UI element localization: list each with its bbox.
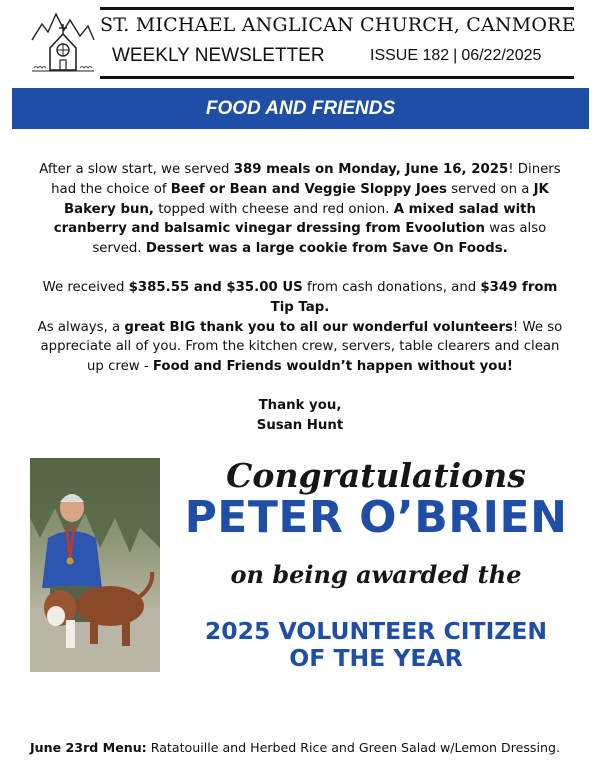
church-logo [30,10,96,74]
church-sketch-icon [30,10,96,74]
text-run: served on a [446,181,534,197]
text-run: from cash donations, and [302,279,481,295]
bold-run: Beef or Bean and Veggie Sloppy Joes [170,181,447,197]
issue-info [370,47,541,65]
header-top-rule [100,7,574,10]
volunteer-photo [30,458,160,672]
header-bottom-rule [100,76,574,79]
signoff-closing: Thank you, [258,397,342,413]
bold-run: $385.55 and $35.00 US [128,279,303,295]
photo-illustration [30,458,160,672]
issue-separator: | [453,47,458,64]
award-title-line: 2025 VOLUNTEER CITIZEN [204,617,548,645]
article-paragraph [32,318,568,377]
signoff [32,396,568,436]
menu-label: June 23rd Menu: [30,740,147,755]
menu-text: Ratatouille and Herbed Rice and Green Salad w/Lemon Dressing. [146,740,560,755]
issue-number: ISSUE 182 [370,47,450,64]
issue-date: 06/22/2025 [461,47,542,64]
bold-run: 389 meals on Monday, June 16, 2025 [233,162,509,177]
congrats-heading: Congratulations [226,456,526,495]
bold-run: JK Bakery bun, [64,181,549,217]
article-paragraph [32,278,568,318]
text-run: As always, a [37,319,125,335]
signoff-name: Susan Hunt [256,417,344,433]
text-run: We received [42,279,129,295]
honoree-name: PETER O’BRIEN [184,492,568,543]
section-title: FOOD AND FRIENDS [205,98,396,119]
bold-run: $349 from Tip Tap. [270,279,558,315]
award-subheading: on being awarded the [230,560,522,589]
text-run: topped with cheese and red onion. [153,201,394,217]
text-run: ! Diners had the choice of [51,162,561,197]
article-body [32,160,568,436]
bold-run: great BIG thank you to all our wonderful volunteers [124,319,513,335]
text-run: After a slow start, we served [39,162,234,177]
bold-run: A mixed salad with cranberry and balsamic vinegar dressing from Evoolution [53,201,536,237]
text-run: was also served. [92,221,547,257]
article-paragraph [32,160,568,259]
text-run: ! We so appreciate all of you. From the kitchen crew, servers, table clearers and clean up crew - [40,319,563,375]
paragraph-gap [32,259,568,278]
church-name: ST. MICHAEL ANGLICAN CHURCH, CANMORE [100,14,576,36]
next-menu [30,740,590,755]
newsletter-header [0,0,600,82]
newsletter-title: WEEKLY NEWSLETTER [112,45,325,66]
bold-run: Food and Friends wouldn’t happen without you! [152,359,513,375]
bold-run: Dessert was a large cookie from Save On Foods. [145,241,508,257]
paragraph-gap [32,377,568,396]
award-title [178,618,574,672]
section-banner [12,88,589,129]
award-title-line: OF THE YEAR [289,644,463,672]
